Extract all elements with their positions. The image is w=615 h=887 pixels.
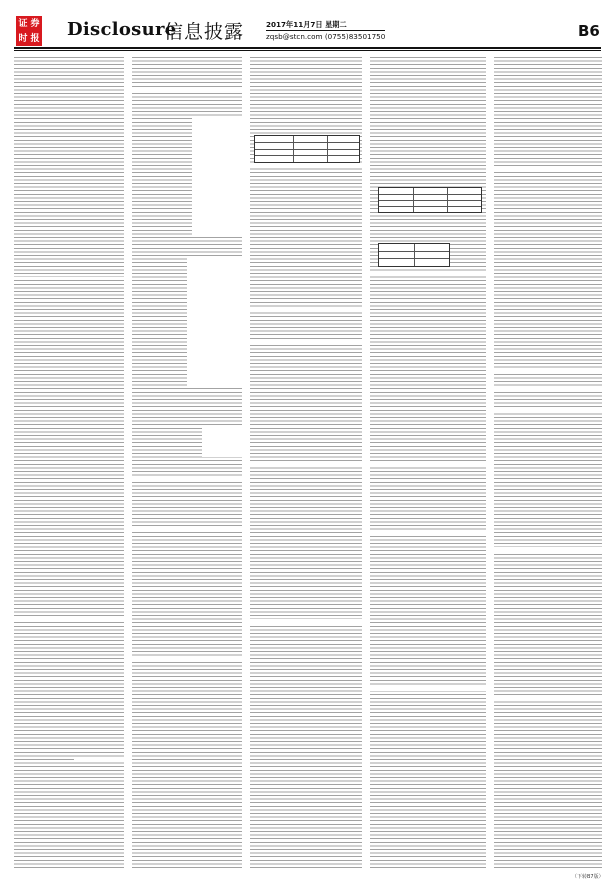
issue-date: 2017年11月7日 星期二 [266, 20, 347, 29]
text-column-4 [370, 57, 486, 869]
page-number: B6 [578, 22, 600, 40]
logo-char: 时 [18, 33, 28, 44]
logo-char: 证 [18, 18, 28, 29]
text-column-1 [14, 57, 124, 869]
masthead-rule-thin [14, 50, 601, 51]
newspaper-logo [16, 16, 42, 46]
data-table [378, 187, 482, 213]
article-body [14, 57, 602, 869]
data-table [378, 243, 450, 267]
text-column-5 [494, 57, 602, 869]
data-table [254, 135, 360, 163]
section-title-en: Disclosure [67, 19, 177, 40]
continued-note: （下转B7版） [572, 874, 604, 880]
masthead [0, 0, 615, 58]
section-title-cn: 信息披露 [164, 21, 245, 43]
text-column-2 [132, 57, 242, 869]
text-column-3 [250, 57, 362, 869]
contact-info: zqsb@stcn.com (0755)83501750 [266, 32, 386, 41]
logo-char: 报 [30, 33, 40, 44]
masthead-rule [14, 47, 601, 49]
logo-char: 券 [30, 18, 40, 29]
issue-meta [266, 20, 385, 41]
